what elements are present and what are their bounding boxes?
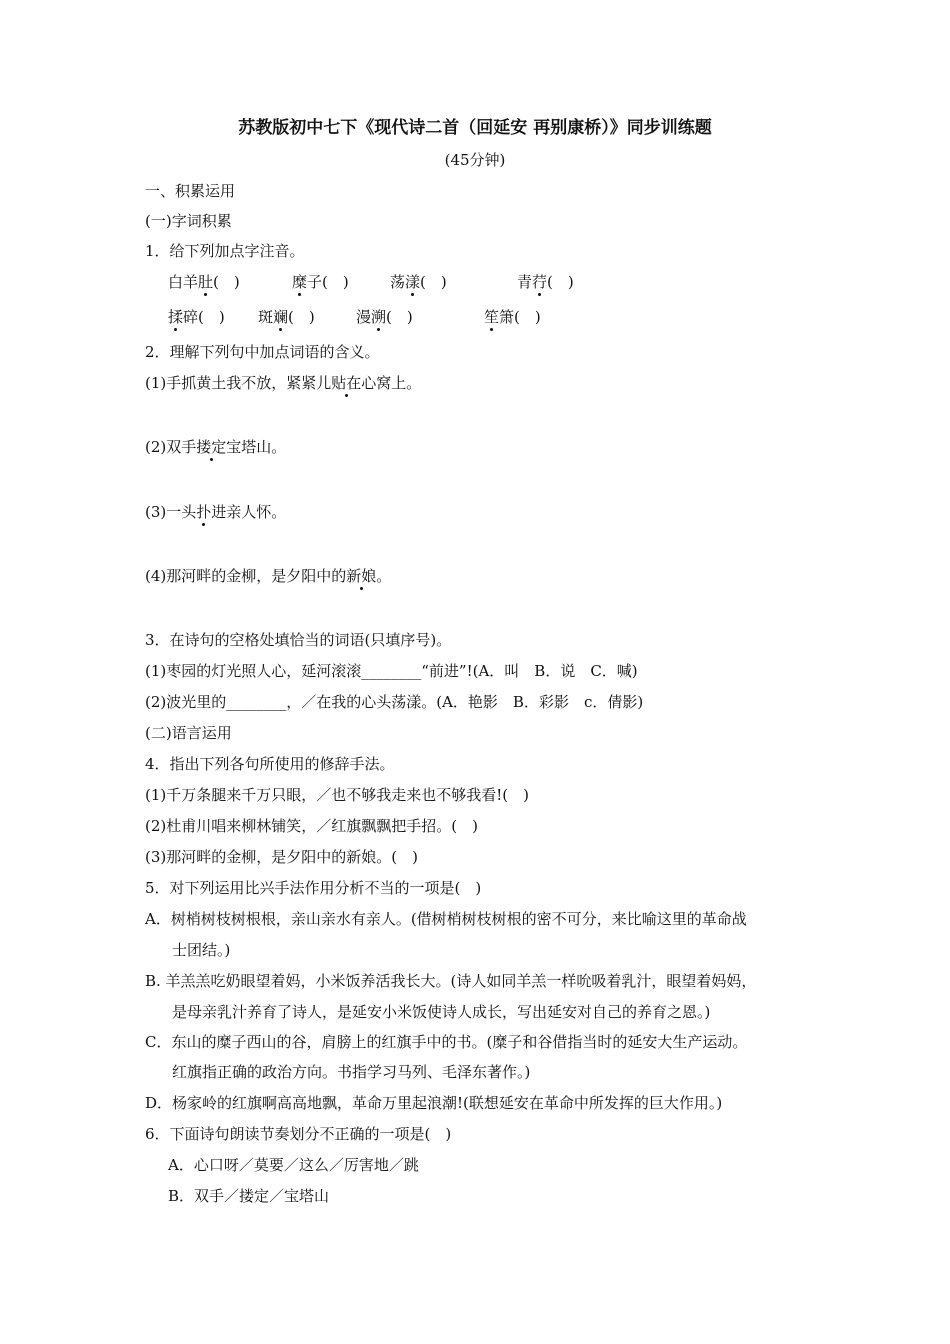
- option-d: D．杨家岭的红旗啊高高地飘，革命万里起浪潮!(联想延安在革命中所发挥的巨大作用。): [145, 1094, 723, 1112]
- pinyin-item: 揉碎( ): [168, 308, 225, 326]
- pinyin-item: 斑斓( ): [258, 308, 315, 326]
- question-2-stem: 2．理解下列句中加点词语的含义。: [145, 343, 380, 361]
- dotted-word: 搂定: [196, 438, 227, 456]
- pinyin-item: 笙箫( ): [484, 308, 541, 326]
- dotted-char: 荇: [532, 273, 548, 291]
- sentence: (3)那河畔的金柳，是夕阳中的新娘。( ): [145, 848, 418, 866]
- option-b-continued: 是母亲乳汁养育了诗人，是延安小米饭使诗人成长，写出延安对自己的养育之恩。): [172, 1003, 711, 1021]
- section-heading: 一、积累运用: [145, 182, 236, 200]
- pinyin-item: 糜子( ): [292, 273, 349, 291]
- pinyin-item: 漫溯( ): [356, 308, 413, 326]
- sentence: (1)手抓黄土我不放，紧紧儿贴在心窝上。: [145, 374, 422, 392]
- subsection-heading: (二)语言运用: [145, 724, 232, 742]
- page-title: 苏教版初中七下《现代诗二首（回延安 再别康桥）》同步训练题: [238, 118, 712, 138]
- dotted-char: 糜: [292, 273, 308, 291]
- option-a-continued: 士团结。): [172, 941, 231, 959]
- dotted-word: 贴在: [331, 374, 362, 392]
- sentence: (2)杜甫川唱来柳林铺笑，／红旗飘飘把手招。( ): [145, 817, 478, 835]
- option-c-continued: 红旗指正确的政治方向。书指学习马列、毛泽东著作。): [172, 1063, 531, 1081]
- pinyin-item: 荡漾( ): [390, 273, 447, 291]
- sentence: (1)千万条腿来千万只眼，／也不够我走来也不够我看!( ): [145, 786, 529, 804]
- dotted-word: 扑: [196, 503, 212, 521]
- sentence: (4)那河畔的金柳，是夕阳中的新娘。: [145, 567, 392, 585]
- dotted-char: 溯: [371, 308, 387, 326]
- option-b: B．双手／搂定／宝塔山: [168, 1187, 330, 1205]
- sentence: (3)一头扑进亲人怀。: [145, 503, 287, 521]
- fill-blank-line: (1)枣园的灯光照人心，延河滚滚________“前进”!(A．叫 B．说 C．喊): [145, 662, 638, 680]
- sentence: (2)双手搂定宝塔山。: [145, 438, 287, 456]
- pinyin-item: 青荇( ): [517, 273, 574, 291]
- dotted-char: 漾: [405, 273, 421, 291]
- question-3-stem: 3．在诗句的空格处填恰当的词语(只填序号)。: [145, 631, 452, 649]
- option-c: C．东山的糜子西山的谷，肩膀上的红旗手中的书。(糜子和谷借指当时的延安大生产运动。: [145, 1033, 748, 1051]
- option-b: B. 羊羔羔吃奶眼望着妈，小米饭养活我长大。(诗人如同羊羔一样吮吸着乳汁，眼望着妈妈，: [145, 972, 757, 990]
- subsection-heading: (一)字词积累: [145, 212, 232, 230]
- question-4-stem: 4．指出下列各句所使用的修辞手法。: [145, 755, 395, 773]
- dotted-char: 笙: [484, 308, 500, 326]
- dotted-char: 揉: [168, 308, 184, 326]
- fill-blank-line: (2)波光里的________，／在我的心头荡漾。(A．艳影 B．彩影 c．倩影): [145, 693, 644, 711]
- dotted-char: 斓: [273, 308, 289, 326]
- pinyin-item: 白羊肚( ): [168, 273, 240, 291]
- dotted-word: 新娘: [346, 567, 377, 585]
- question-5-stem: 5．对下列运用比兴手法作用分析不当的一项是( ): [145, 879, 482, 897]
- option-a: A．心口呀／莫要／这么／厉害地／跳: [168, 1156, 419, 1174]
- time-limit: (45分钟): [444, 151, 506, 169]
- question-6-stem: 6．下面诗句朗读节奏划分不正确的一项是( ): [145, 1125, 452, 1143]
- option-a: A．树梢树枝树根根，亲山亲水有亲人。(借树梢树枝树根的密不可分，来比喻这里的革命战: [145, 910, 747, 928]
- dotted-char: 肚: [198, 273, 214, 291]
- question-1-stem: 1．给下列加点字注音。: [145, 242, 305, 260]
